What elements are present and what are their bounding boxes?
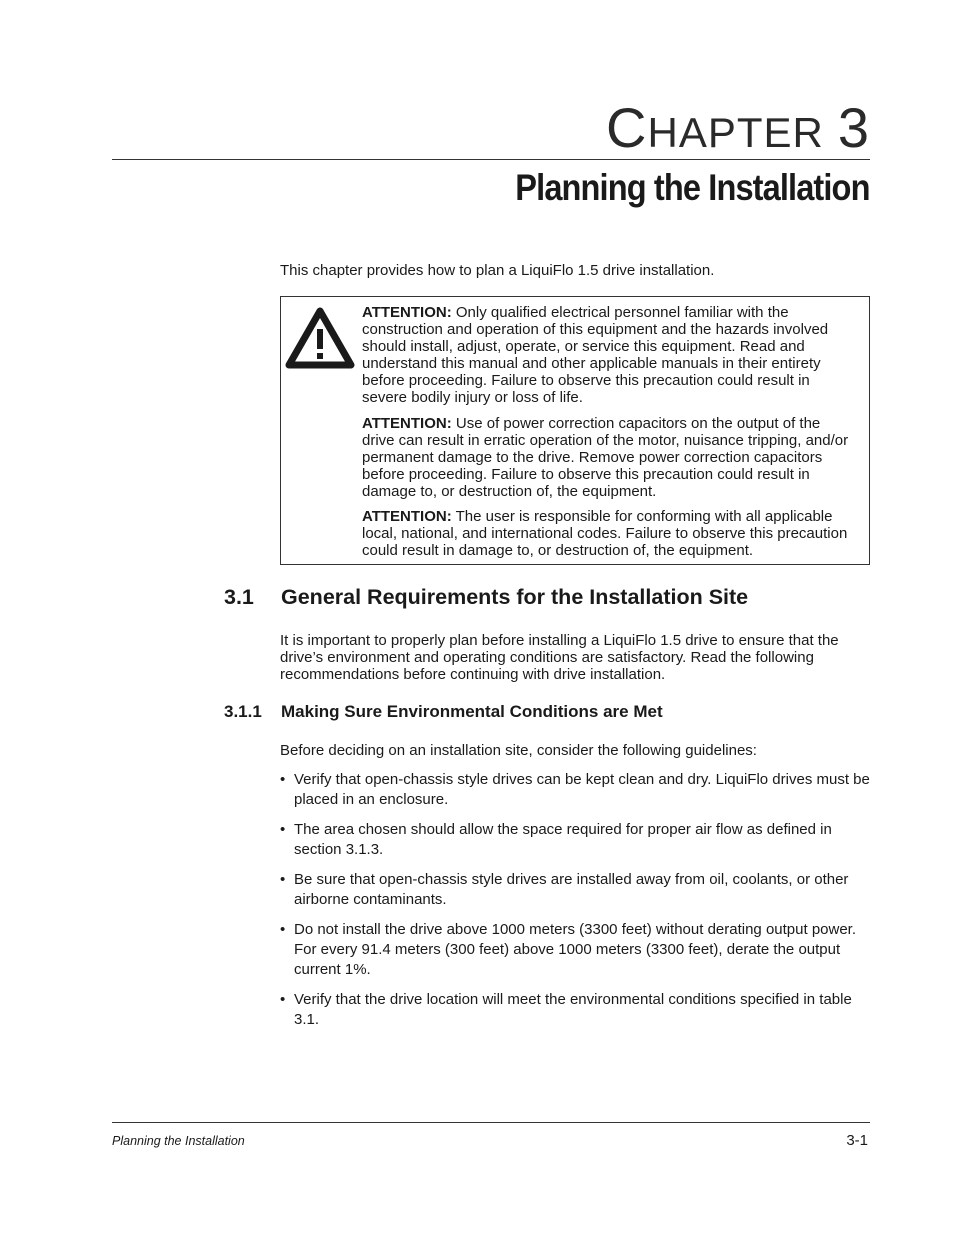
section-body: It is important to properly plan before installing a LiquiFlo 1.5 drive to ensure that the drive’s environment and operating conditions are satisfactory. Read the following recommendations before continuing with drive installation. [280, 632, 839, 683]
list-item [280, 990, 872, 1030]
attention-lead-2: ATTENTION: [362, 415, 452, 432]
attention-text-3: The user is responsible for conforming with all applicable local, national, and international codes. Failure to observe this precaution could result in damage to, or destruction of, the equipment. [362, 508, 848, 559]
bullet-icon: • [280, 991, 286, 1008]
page-number: 3-1 [846, 1132, 868, 1149]
list-item [280, 920, 872, 980]
attention-lead-1: ATTENTION: [362, 304, 452, 321]
list-item-text: Verify that open-chassis style drives can be kept clean and dry. LiquiFlo drives must be placed in an enclosure. [294, 771, 870, 808]
list-item-text: The area chosen should allow the space required for proper air flow as defined in section 3.1.3. [294, 821, 832, 858]
intro-paragraph: This chapter provides how to plan a LiquiFlo 1.5 drive installation. [280, 262, 715, 279]
chapter-label [606, 96, 870, 159]
warning-triangle-icon [285, 303, 355, 373]
section-heading [224, 585, 748, 610]
list-item-text: Do not install the drive above 1000 meters (3300 feet) without derating output power. For every 91.4 meters (300 feet) above 1000 meters (3300 feet), derate the output current 1%. [294, 921, 857, 978]
attention-paragraph-2 [362, 415, 852, 500]
list-item-text: Verify that the drive location will meet the environmental conditions specified in table 3.1. [294, 991, 852, 1028]
bullet-icon: • [280, 921, 286, 938]
list-item [280, 870, 872, 910]
chapter-rule [112, 159, 870, 160]
list-item [280, 770, 872, 810]
attention-box [280, 296, 870, 565]
attention-text-2: Use of power correction capacitors on the output of the drive can result in erratic operation of the motor, nuisance tripping, and/or permanent damage to the drive. Remove power correction capacitors before proceeding. Failure to observe this precaution could result in damage to, or destruction of, the equipment. [362, 415, 849, 500]
bullet-icon: • [280, 821, 286, 838]
subsection-lead: Before deciding on an installation site, consider the following guidelines: [280, 742, 757, 759]
bullet-icon: • [280, 771, 286, 788]
attention-paragraph-3 [362, 508, 852, 559]
guideline-list [280, 770, 872, 1040]
footer-rule [112, 1122, 870, 1123]
subsection-title: Making Sure Environmental Conditions are Met [281, 702, 663, 721]
list-item [280, 820, 872, 860]
footer-title: Planning the Installation [112, 1134, 245, 1148]
list-item-text: Be sure that open-chassis style drives are installed away from oil, coolants, or other airborne contaminants. [294, 871, 849, 908]
attention-paragraph-1 [362, 304, 852, 406]
subsection-number: 3.1.1 [224, 702, 262, 721]
attention-lead-3: ATTENTION: [362, 508, 452, 525]
section-title: General Requirements for the Installation Site [281, 585, 749, 609]
chapter-label-initial: C [606, 96, 648, 159]
bullet-icon: • [280, 871, 286, 888]
chapter-label-rest: HAPTER [647, 109, 824, 156]
chapter-number: 3 [837, 96, 870, 159]
chapter-title: Planning the Installation [515, 167, 870, 208]
subsection-heading [224, 702, 663, 722]
section-number: 3.1 [224, 585, 254, 609]
attention-text-1: Only qualified electrical personnel familiar with the construction and operation of this equipment and the hazards involved should install, adjust, operate, or service this equipment. Read and understand this manual and other applicable manuals in their entirety before proceeding. Failure to observe this precaution could result in severe bodily injury or loss of life. [362, 304, 829, 406]
